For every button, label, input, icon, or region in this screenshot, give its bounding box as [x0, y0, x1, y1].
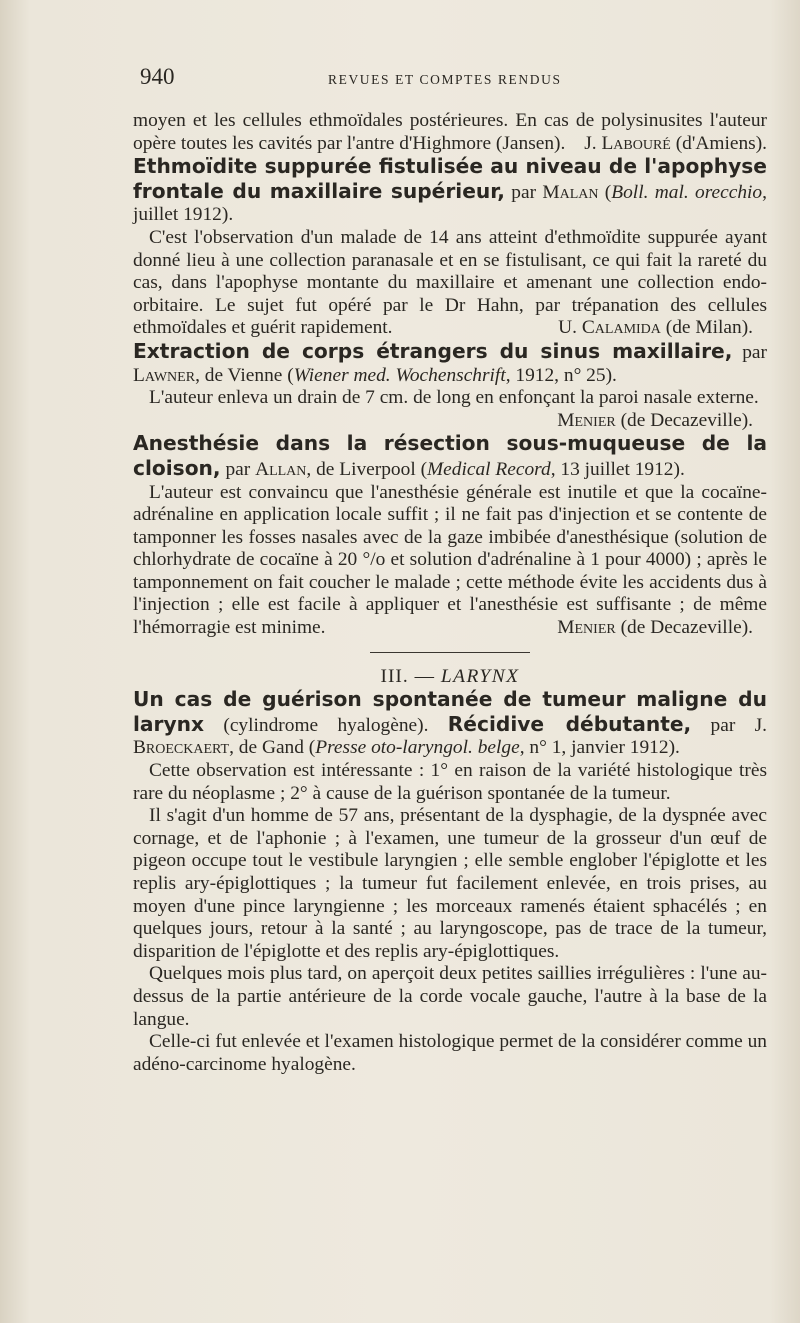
section-heading: III. — LARYNX [380, 665, 520, 687]
article-title: Un cas de guérison spontanée de tumeur maligne du larynx [133, 687, 767, 736]
signature: Menier (de Decazeville). [557, 409, 753, 431]
article-anesthesie-body: L'auteur est convaincu que l'anesthésie générale est inutile et que la cocaïne-adrénaline en application locale suffit ; il ne fait pas d'injection et se contente de tamponner les fosses nasales avec de la gaze imbibée d'anesthésique (solution de chlorhydrate de cocaïne à 20 °/o et solution d'adrénaline à 1 pour 4000) ; après le tamponnement on fait coucher le malade ; cette méthode évite les accidents dus à l'injection ; elle est facile à appliquer et l'anesthésie est suffisante ; de même l'hémorragie est minime. Menier (de Decazeville). [133, 481, 767, 639]
author: Lawner [133, 364, 196, 386]
article-title: Ethmoïdite suppurée fistulisée au niveau de l'apophyse frontale du maxillaire supérieur, [133, 154, 767, 203]
text-column [133, 110, 767, 1076]
article-larynx-paragraph: Quelques mois plus tard, on aperçoit deux petites saillies irrégulières : l'une au-dessus de la partie antérieure de la corde vocale gauche, l'autre à la base de la langue. [133, 963, 767, 1030]
article-larynx-heading: Un cas de guérison spontanée de tumeur maligne du larynx (cylindrome hyalogène). Récidive débutante, par J. Broeckaert, de Gand (Presse oto-laryngol. belge, n° 1, janvier 1912). [133, 687, 767, 759]
paragraph-continued: moyen et les cellules ethmoïdales postérieures. En cas de polysinusites l'auteur opère toutes les cavités par l'antre d'Highmore (Jansen). J. Labouré (d'Amiens). [133, 110, 767, 154]
signature: J. Labouré (d'Amiens). [584, 132, 767, 154]
article-ethmoidite-heading: Ethmoïdite suppurée fistulisée au niveau de l'apophyse frontale du maxillaire supérieur, par Malan (Boll. mal. orecchio, juillet 1912). [133, 154, 767, 226]
article-larynx-paragraph: Celle-ci fut enlevée et l'examen histologique permet de la considérer comme un adéno-carcinome hyalogène. [133, 1031, 767, 1075]
article-extraction-heading: Extraction de corps étrangers du sinus maxillaire, par Lawner, de Vienne (Wiener med. Wochenschrift, 1912, n° 25). [133, 338, 767, 386]
journal: Presse oto-laryngol. belge [315, 737, 520, 759]
journal: Medical Record [427, 458, 551, 480]
article-larynx-paragraph: Il s'agit d'un homme de 57 ans, présentant de la dysphagie, de la dyspnée avec cornage, et de l'aphonie ; à l'examen, une tumeur de la grosseur d'un œuf de pigeon occupe tout le vestibule laryngien ; elle semble englober l'épiglotte et les replis ary-épiglottiques ; la tumeur fut facilement enlevée, en trois prises, au moyen d'une pince laryngienne ; les morceaux ramenés étaient sphacélés ; en quelques jours, retour à la santé ; au laryngoscope, pas de trace de la tumeur, disparition de l'épiglotte et des replis ary-épiglottiques. [133, 805, 767, 962]
section-divider [370, 652, 530, 653]
author: Allan [255, 458, 307, 480]
signature: U. Calamida (de Milan). [558, 317, 753, 339]
article-extraction-body: L'auteur enleva un drain de 7 cm. de long en enfonçant la paroi nasale externe. Menier (de Decazeville). [149, 387, 759, 431]
article-subtitle: Récidive débutante, [447, 711, 692, 736]
article-larynx-paragraph: Cette observation est intéressante : 1° en raison de la variété histologique très rare du néoplasme ; 2° à cause de la guérison spontanée de la tumeur. [133, 760, 767, 804]
author: Broeckaert [133, 737, 230, 759]
author: Malan [542, 181, 599, 203]
journal: Wiener med. Wochenschrift [293, 364, 506, 386]
article-ethmoidite-body: C'est l'observation d'un malade de 14 ans atteint d'ethmoïdite suppurée ayant donné lieu à une collection paranasale et en se fistulisant, ce qui fait la rareté du cas, dans l'apophyse montante du maxillaire et amenant une collection endo-orbitaire. Le sujet fut opéré par le Dr Hahn, par trépanation des cellules ethmoïdales et guérit rapidement. U. Calamida (de Milan). [133, 226, 767, 339]
signature: Menier (de Decazeville). [557, 617, 753, 639]
section-title: LARYNX [440, 665, 520, 687]
page-number: 940 [140, 64, 175, 89]
running-header [140, 64, 780, 94]
journal: Boll. mal. orecchio [611, 181, 763, 203]
article-anesthesie-heading: Anesthésie dans la résection sous-muqueuse de la cloison, par Allan, de Liverpool (Medical Record, 13 juillet 1912). [133, 431, 767, 480]
running-title: REVUES ET COMPTES RENDUS [328, 72, 562, 87]
article-title: Extraction de corps étrangers du sinus maxillaire, [133, 338, 733, 363]
article-title: Anesthésie dans la résection sous-muqueuse de la cloison, [133, 431, 767, 480]
